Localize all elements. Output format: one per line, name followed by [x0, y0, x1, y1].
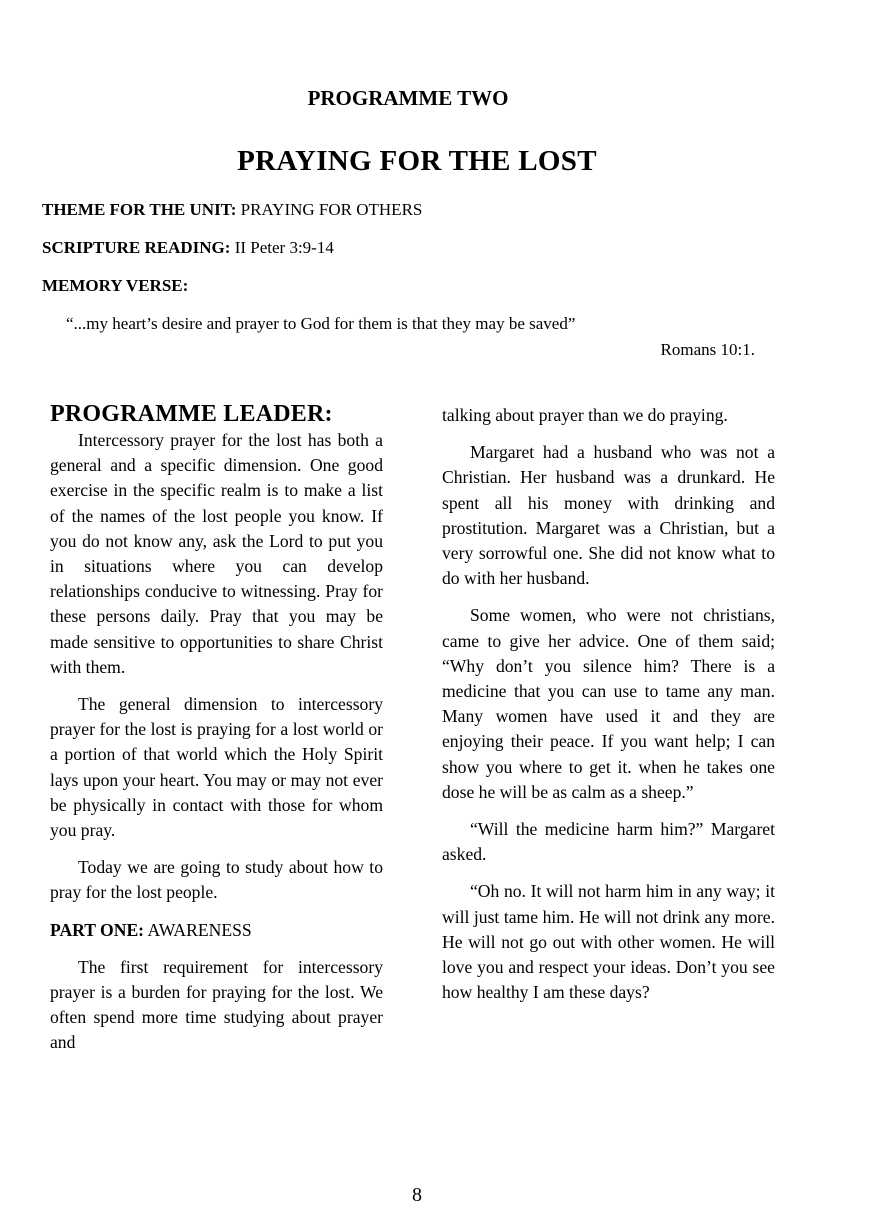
paragraph: Margaret had a husband who was not a Christian. Her husband was a drunkard. He spent all his money with drinking and prostitution. Margaret was a Christian, but a very sorrowful one. She did not know what to do with her husband.: [442, 442, 775, 589]
paragraph: Intercessory prayer for the lost has both a general and a specific dimension. One good exercise in the specific realm is to make a list of the names of the lost people you know. If you do not know any, ask the Lord to put you in situations where you can develop relationships conducive to witnessing. Pray for these persons daily. Pray that you may be made sensitive to opportunities to share Christ with them.: [50, 430, 383, 677]
memory-verse-label: MEMORY VERSE:: [42, 276, 189, 295]
paragraph: The general dimension to intercessory prayer for the lost is praying for a lost world or a portion of that world which the Holy Spirit lays upon your heart. You may or may not ever be physically in contact with those for whom you pray.: [50, 694, 383, 841]
memory-verse-reference: Romans 10:1.: [660, 340, 755, 359]
left-column: [50, 400, 383, 1067]
theme-value: PRAYING FOR OTHERS: [240, 200, 423, 219]
scripture-value: II Peter 3:9-14: [234, 238, 334, 257]
right-column: [442, 403, 775, 1017]
part-label: PART ONE:: [50, 919, 145, 940]
scripture-line: [42, 238, 334, 258]
memory-verse-text: “...my heart’s desire and prayer to God for them is that they may be saved”: [66, 314, 576, 333]
part-heading: [50, 918, 383, 943]
scripture-label: SCRIPTURE READING:: [42, 238, 231, 257]
theme-line: [42, 200, 422, 220]
paragraph: The first requirement for intercessory prayer is a burden for praying for the lost. We often spend more time studying about prayer and: [50, 956, 383, 1053]
paragraph: “Will the medicine harm him?” Margaret asked.: [442, 819, 775, 865]
programme-number: PROGRAMME TWO: [307, 86, 509, 110]
paragraph: Some women, who were not christians, came to give her advice. One of them said; “Why don’t you silence him? There is a medicine that you can use to tame any man. Many women have used it and they are enjoying their peace. If you want help; I can show you where to get it. when he takes one dose he will be as calm as a sheep.”: [442, 605, 775, 802]
paragraph: Today we are going to study about how to pray for the lost people.: [50, 857, 383, 903]
section-heading: PROGRAMME LEADER:: [50, 401, 333, 427]
paragraph-continuation: talking about prayer than we do praying.: [442, 405, 728, 425]
page-number: 8: [412, 1184, 422, 1206]
theme-label: THEME FOR THE UNIT:: [42, 200, 237, 219]
page-title: PRAYING FOR THE LOST: [237, 145, 597, 177]
paragraph: “Oh no. It will not harm him in any way; it will just tame him. He will not drink any more. He will not go out with other women. He will love you and respect your ideas. Don’t you see how healthy I am these days?: [442, 881, 775, 1003]
part-title: AWARENESS: [147, 919, 252, 940]
memory-verse-line: [42, 276, 188, 296]
